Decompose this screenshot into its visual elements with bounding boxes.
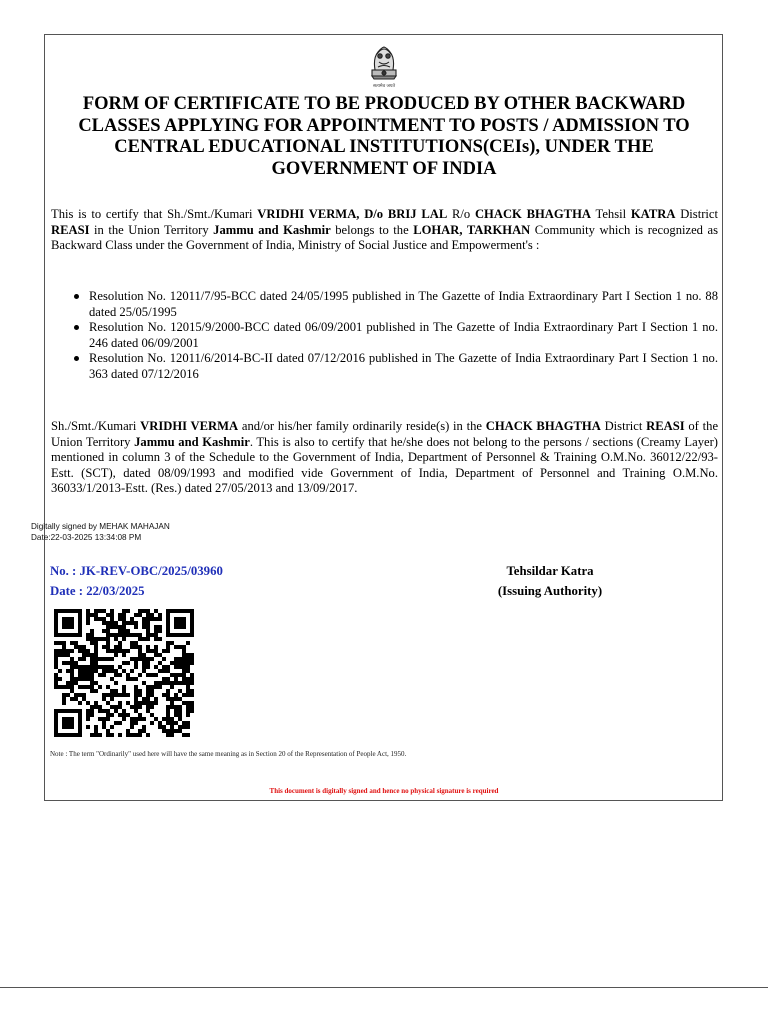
certificate-title: FORM OF CERTIFICATE TO BE PRODUCED BY OTHER BACKWARD CLASSES APPLYING FOR APPOINTMENT TO POSTS / ADMISSION TO CENTRAL EDUCATIONAL INSTITUTIONS(CEIs), UNDER THE GOVERNMENT OF INDIA	[78, 94, 690, 179]
list-item: Resolution No. 12011/7/95-BCC dated 24/05/1995 published in The Gazette of India Extraordinary Part I Section 1 no. 88 dated 25/05/1995	[72, 289, 718, 320]
village: CHACK BHAGTHA	[474, 207, 591, 221]
district: REASI	[51, 222, 90, 237]
footer-notice: This document is digitally signed and hence no physical signature is required	[269, 787, 499, 795]
applicant-name: VRIDHI VERMA, D/o BRIJ LAL	[257, 207, 448, 221]
signed-date: Date:22-03-2025 13:34:08 PM	[31, 532, 142, 542]
note-text: Note : The term "Ordinarily" used here will have the same meaning as in Section 20 of the Representation of People Act, 1950.	[50, 750, 407, 758]
list-item: Resolution No. 12011/6/2014-BC-II dated 07/12/2016 published in The Gazette of India Extraordinary Part I Section 1 no. 363 dated 07/12/2016	[72, 351, 718, 382]
union-territory: Jammu and Kashmir	[213, 222, 331, 237]
qr-code-icon	[54, 609, 194, 737]
district: REASI	[646, 419, 685, 433]
community: LOHAR, TARKHAN	[413, 222, 531, 237]
village: CHACK BHAGTHA	[485, 419, 601, 433]
digital-signature-stamp	[31, 522, 170, 543]
page-divider	[0, 987, 768, 988]
union-territory: Jammu and Kashmir	[134, 434, 250, 449]
residence-paragraph: Sh./Smt./Kumari VRIDHI VERMA and/or his/her family ordinarily reside(s) in the CHACK BHAGTHA District REASI of the Union Territory Jammu and Kashmir. This is also to certify that he/she does not belong to the persons / sections (Creamy Layer) mentioned in column 3 of the Schedule to the Government of India, Department of Personnel & Training O.M.No. 36012/22/93-Estt. (SCT), dated 08/09/1993 and modified vide Government of India, Department of Personnel and Training O.M.No. 36033/1/2013-Estt. (Res.) dated 27/05/2013 and 13/09/2017.	[51, 419, 719, 496]
applicant-name: VRIDHI VERMA	[140, 419, 239, 433]
authority-role: (Issuing Authority)	[497, 584, 603, 598]
certification-paragraph: This is to certify that Sh./Smt./Kumari VRIDHI VERMA, D/o BRIJ LAL R/o CHACK BHAGTHA Tehsil KATRA District REASI in the Union Territory Jammu and Kashmir belongs to the LOHAR, TARKHAN Community which is recognized as Backward Class under the Government of India, Ministry of Social Justice and Empowerment's :	[51, 207, 719, 253]
tehsil: KATRA	[630, 207, 676, 221]
resolutions-list	[72, 289, 718, 383]
national-emblem-icon	[363, 40, 405, 92]
emblem-motto: सत्यमेव जयते	[372, 84, 396, 89]
list-item: Resolution No. 12015/9/2000-BCC dated 06/09/2001 published in The Gazette of India Extraordinary Part I Section 1 no. 246 dated 06/09/2001	[72, 320, 718, 351]
signed-by: Digitally signed by MEHAK MAHAJAN	[31, 522, 170, 531]
authority-name: Tehsildar Katra	[506, 564, 594, 578]
certificate-number: No. : JK-REV-OBC/2025/03960	[50, 564, 223, 578]
certificate-date: Date : 22/03/2025	[50, 584, 145, 598]
